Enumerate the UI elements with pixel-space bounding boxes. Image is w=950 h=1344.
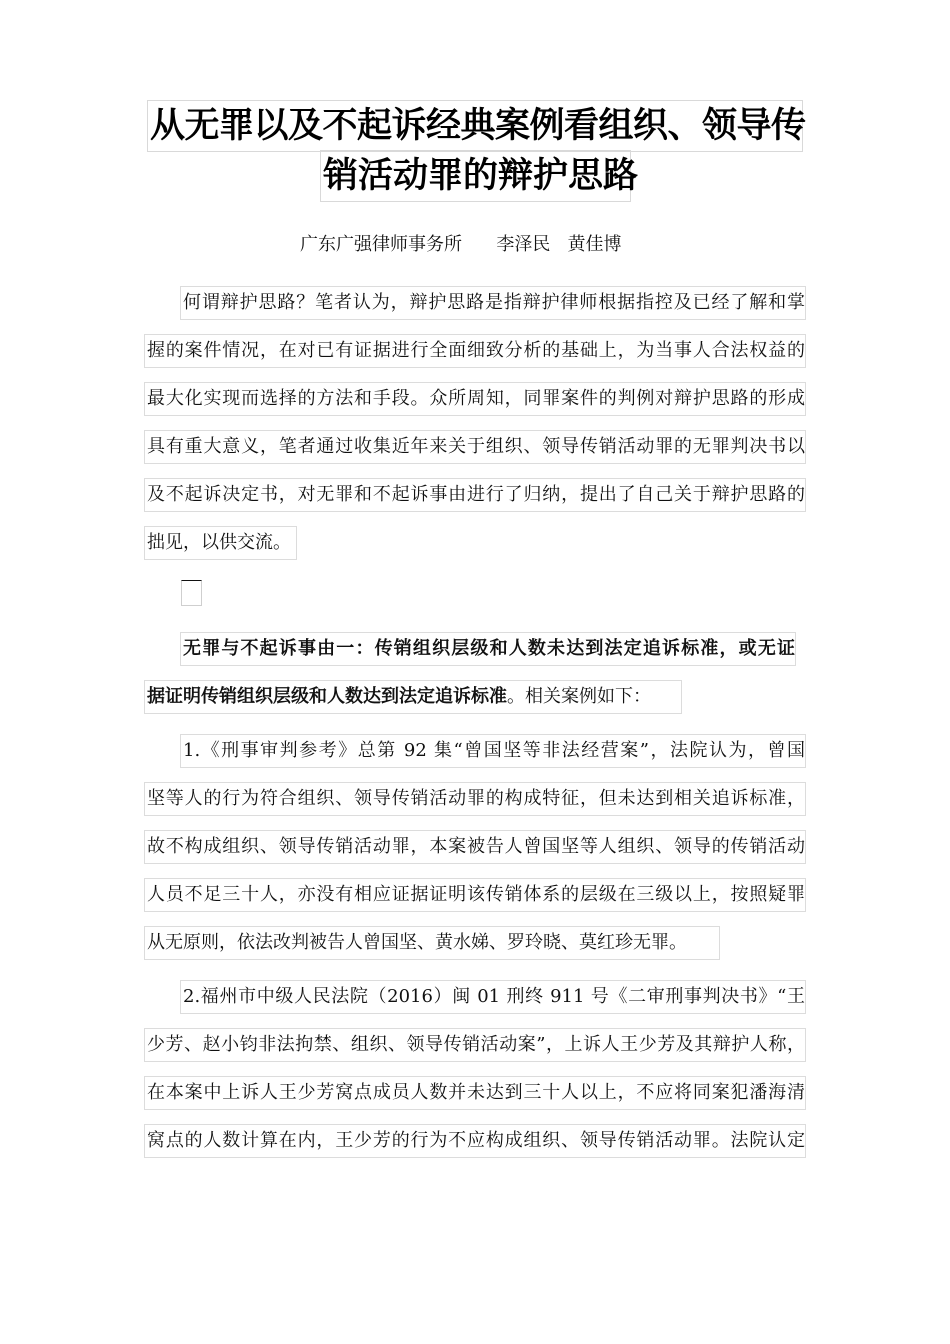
case1-line-2: 坚等人的行为符合组织、领导传销活动罪的构成特征，但未达到相关追诉标准，: [144, 782, 806, 816]
reason1-line-2: [144, 680, 682, 714]
title-line-2: 销活动罪的辩护思路: [320, 150, 631, 202]
case2-line-4: 窝点的人数计算在内，王少芳的行为不应构成组织、领导传销活动罪。法院认定: [144, 1124, 806, 1158]
title-line-1: 从无罪以及不起诉经典案例看组织、领导传: [147, 100, 803, 152]
empty-paragraph-marker: [181, 580, 202, 606]
case1-line-5: 从无原则，依法改判被告人曾国坚、黄水娣、罗玲晓、莫红珍无罪。: [144, 926, 720, 960]
intro-line-3: 最大化实现而选择的方法和手段。众所周知，同罪案件的判例对辩护思路的形成: [144, 382, 806, 416]
author-line: 广东广强律师事务所 李泽民 黄佳博: [300, 234, 622, 255]
intro-line-1: 何谓辩护思路？笔者认为，辩护思路是指辩护律师根据指控及已经了解和掌: [180, 286, 806, 320]
reason1-bold-2: 据证明传销组织层级和人数达到法定追诉标准: [147, 686, 507, 707]
case2-line-2: 少芳、赵小钧非法拘禁、组织、领导传销活动案”，上诉人王少芳及其辩护人称，: [144, 1028, 806, 1062]
intro-line-5: 及不起诉决定书，对无罪和不起诉事由进行了归纳，提出了自己关于辩护思路的: [144, 478, 806, 512]
case2-line-3: 在本案中上诉人王少芳窝点成员人数并未达到三十人以上，不应将同案犯潘海清: [144, 1076, 806, 1110]
case1-line-4: 人员不足三十人，亦没有相应证据证明该传销体系的层级在三级以上，按照疑罪: [144, 878, 806, 912]
case1-line-1: 1.《刑事审判参考》总第 92 集“曾国坚等非法经营案”，法院认为，曾国: [180, 734, 806, 768]
reason1-line-1: [180, 632, 796, 666]
intro-line-2: 握的案件情况，在对已有证据进行全面细致分析的基础上，为当事人合法权益的: [144, 334, 806, 368]
reason1-bold-1: 无罪与不起诉事由一：传销组织层级和人数未达到法定追诉标准，或无证: [183, 638, 795, 659]
case2-line-1: 2.福州市中级人民法院（2016）闽 01 刑终 911 号《二审刑事判决书》“王: [180, 980, 806, 1014]
reason1-normal-2: 。相关案例如下：: [507, 686, 651, 707]
intro-line-4: 具有重大意义，笔者通过收集近年来关于组织、领导传销活动罪的无罪判决书以: [144, 430, 806, 464]
case1-line-3: 故不构成组织、领导传销活动罪，本案被告人曾国坚等人组织、领导的传销活动: [144, 830, 806, 864]
intro-line-6: 拙见，以供交流。: [144, 526, 297, 560]
